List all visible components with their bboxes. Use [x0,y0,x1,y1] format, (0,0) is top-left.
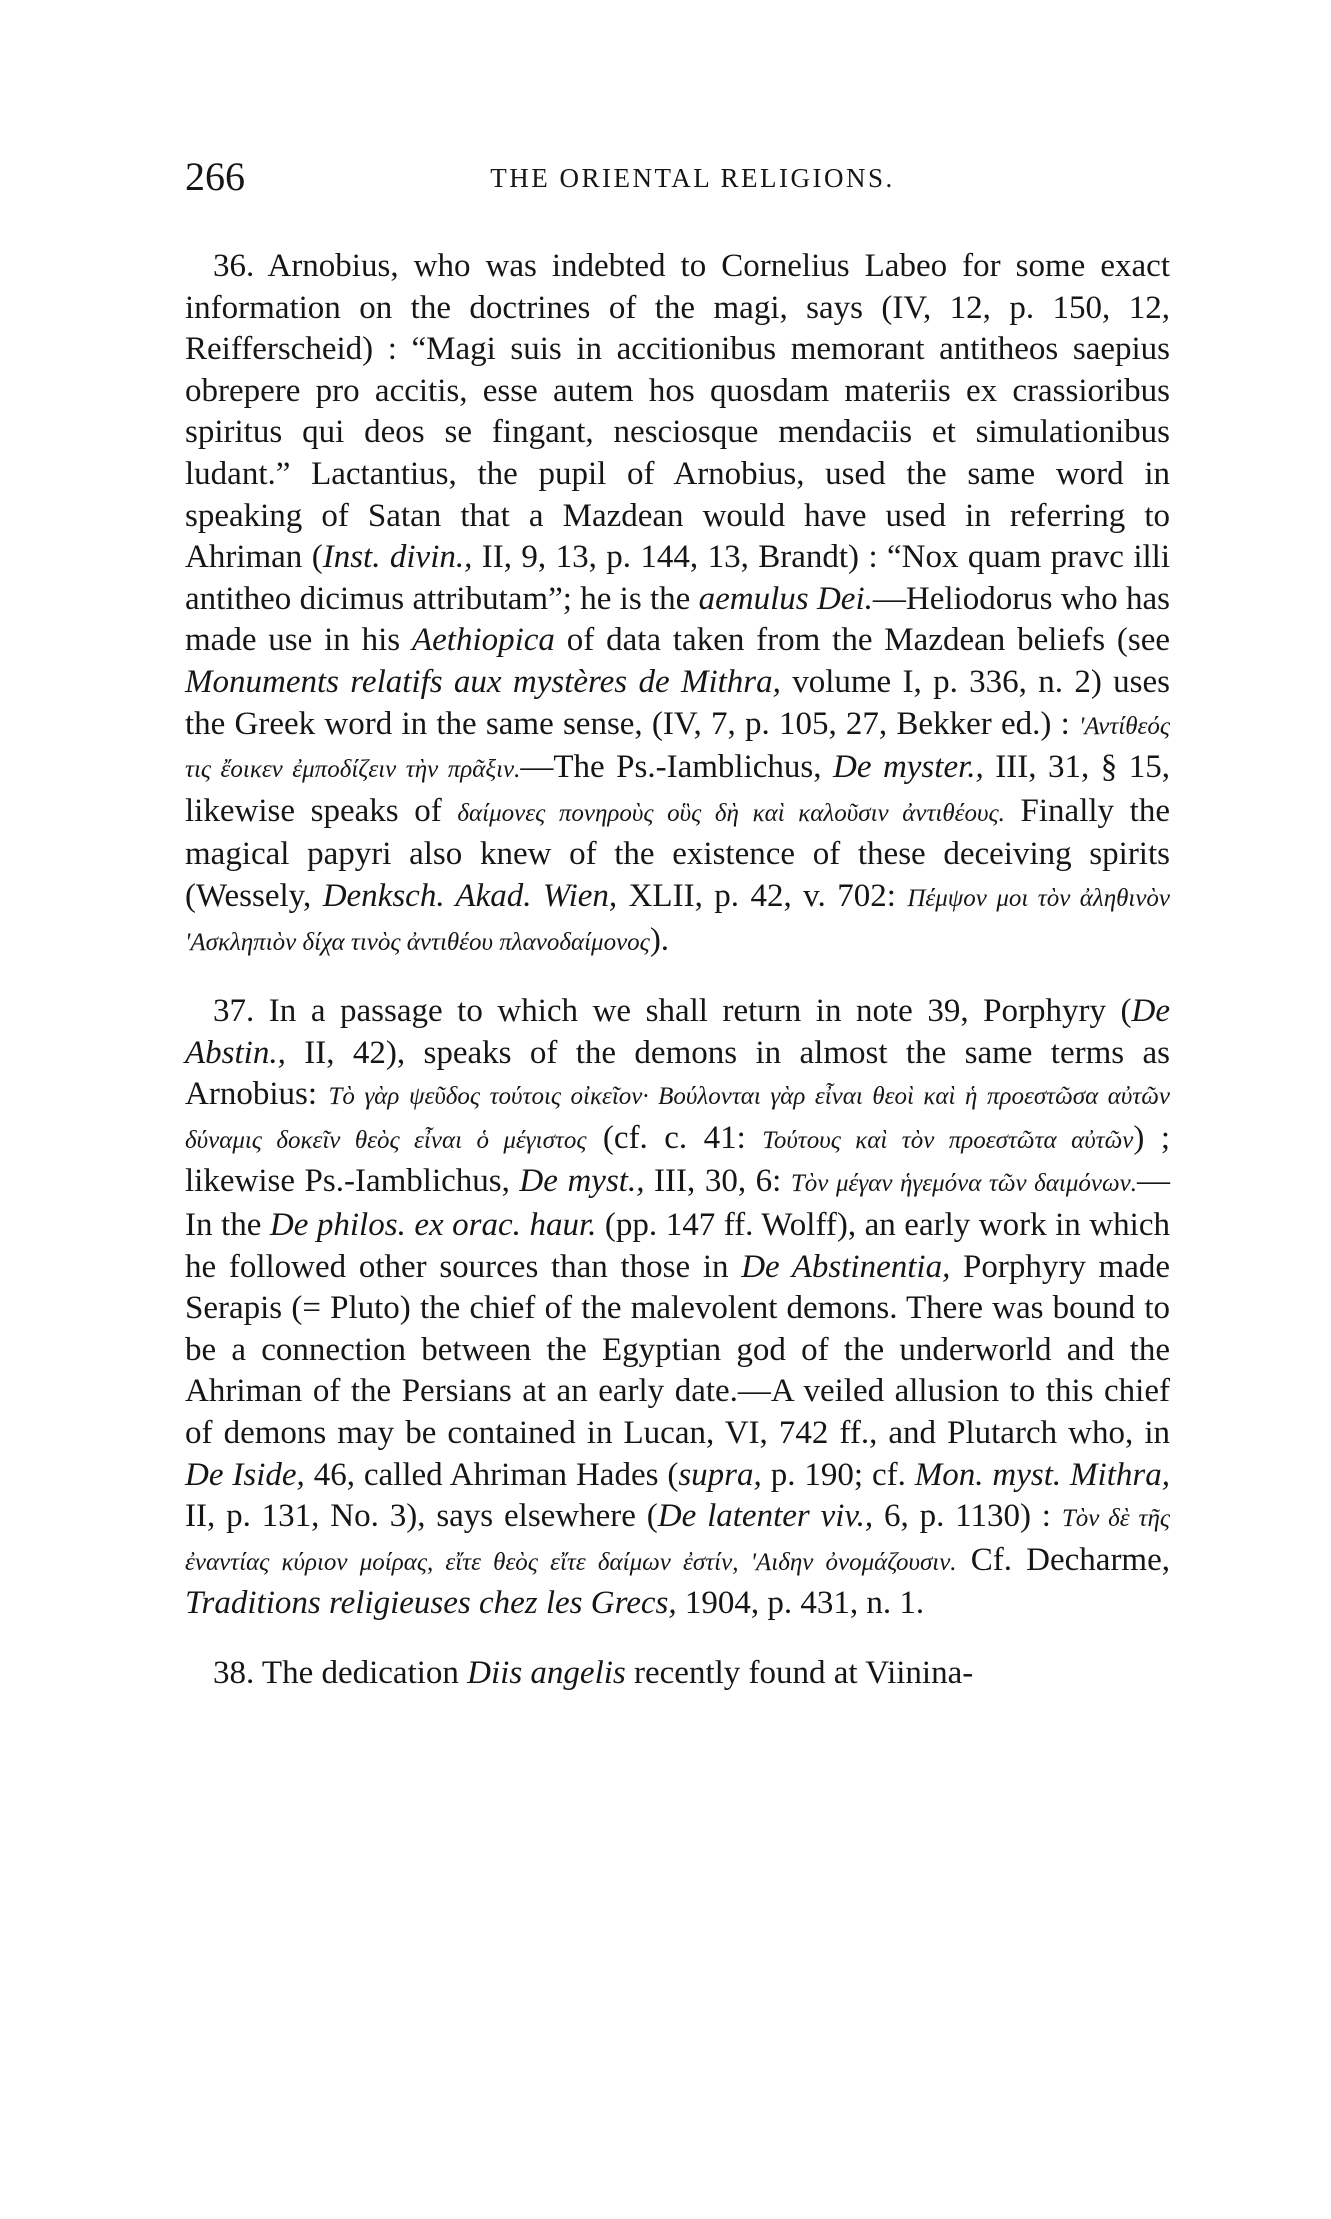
note-text: In a passage to which we shall return in note 39, Porphyry ( [268,993,1132,1030]
greek-quotation: Πέμψον μοι τὸν ἀληθινὸν 'Ασκληπιὸν δίχα τινὸς ἀντιθέου πλανοδαίμονος [185,884,1171,956]
note-text: III, 31, § 15, likewise speaks of [185,749,1170,829]
note-text: II, 42), speaks of the demons in almost the same terms as Arnobius: [185,1034,1170,1113]
greek-quotation: 'Αντίθεός τις ἔοικεν ἐμποδίζειν τὴν πρᾶξιν. [185,712,1170,784]
notes-body [185,246,1170,1723]
note-text: III, 30, 6: [644,1163,791,1200]
citation-title: Traditions religieuses chez les Grecs, [185,1585,677,1622]
page-number: 266 [185,154,245,199]
citation-title: Monuments relatifs aux mystères de Mithra, [185,663,781,700]
greek-quotation: Τὸ γὰρ ψεῦδος τούτοις οἰκεῖον· Βούλονται γὰρ εἶναι θεοὶ καὶ ἡ προεστῶσα αὐτῶν δύναμις δοκεῖν θεὸς εἶναι ὁ μέγιστος [185,1083,1171,1154]
citation-title: De myster., [832,749,984,786]
running-head [185,152,1170,202]
latin-phrase: aemulus Dei. [698,580,873,617]
note-text: 1904, p. 431, n. 1. [676,1585,925,1622]
note-text: ) ; likewise Ps.-Iamblichus, [185,1119,1170,1200]
citation-title: Denksch. Akad. Wien, [322,877,618,914]
note-number: 36. [213,248,255,284]
note-text: 6, p. 1130) : [873,1498,1062,1535]
note-text: —Heliodorus who has made use in his [185,580,1170,659]
note-text: of data taken from the Mazdean beliefs (see [554,622,1170,659]
citation-title: De Abstinentia, [741,1248,951,1285]
latin-phrase: Diis angelis [467,1655,626,1691]
note-text: volume I, p. 336, n. 2) uses the Greek word in the same sense, (IV, 7, p. 105, 27, Bekker ed.) : [185,663,1170,742]
latin-phrase: supra, [678,1456,762,1493]
greek-quotation: Τὸν δὲ τῆς ἐναντίας κύριον μοίρας, εἴτε θεὸς εἴτε δαίμων ἐστίν, 'Αιδην ὀνομάζουσιν. [185,1505,1170,1576]
note-text: Cf. Decharme, [956,1541,1170,1578]
note-text: —The Ps.-Iamblichus, [520,749,833,786]
note-number: 37. [213,993,255,1030]
note-text: ). [649,921,670,958]
note-text: XLII, p. 42, v. 702: [617,877,908,914]
note-text: The dedication [261,1655,468,1691]
note-text: Arnobius, who was indebted to Cornelius Labeo for some exact information on the doctrines of the magi, says (IV, 12, p. 150, 12, Reifferscheid) : “Magi suis in accitionibus memorant antitheos saepius obrepere pro accitis, esse autem hos quosdam materiis ex crassioribus spiritus qui deos se fingant, nesciosque mendaciis et simulationibus ludant.” Lactantius, the pupil of Arnobius, used the same word in speaking of Satan that a Mazdean would have used in referring to Ahriman ( [185,248,1170,576]
note-text: 46, called Ahriman Hades ( [304,1456,679,1493]
note-text: (cf. c. 41: [586,1119,763,1156]
note-text: II, 9, 13, p. 144, 13, Brandt) : “Nox quam pravc illi antitheo dicimus attributam”; he is the [185,539,1171,617]
note-36 [185,246,1170,963]
note-text: Porphyry made Serapis (= Pluto) the chief of the malevolent demons. There was bound to be a connection between the Egyptian god of the underworld and the Ahriman of the Persians at an early date.—A veiled allusion to this chief of demons may be contained in Lucan, VI, 742 ff., and Plutarch who, in [185,1248,1170,1452]
citation-title: Inst. divin., [322,539,473,576]
note-text: II, p. 131, No. 3), says elsewhere ( [185,1498,658,1535]
citation-title: De Abstin., [185,993,1171,1071]
note-37 [185,991,1170,1625]
running-title: THE ORIENTAL RELIGIONS. [490,163,895,193]
greek-quotation: Τὸν μέγαν ἡγεμόνα τῶν δαιμόνων. [790,1170,1138,1198]
note-text: (pp. 147 ff. Wolff), an early work in which he followed other sources than those in [185,1207,1170,1285]
citation-title: Aethiopica [411,622,555,659]
note-text: p. 190; cf. [761,1456,915,1493]
greek-quotation: δαίμονες πονηροὺς οὓς δὴ καὶ καλοῦσιν ἀντιθέους. [457,799,1005,827]
note-text: recently found at Viinina- [625,1655,974,1691]
note-text: Finally the magical papyri also knew of the existence of these deceiving spirits (Wessely, [185,792,1170,914]
note-38-paragraph [185,1653,1170,1695]
citation-title: De myst., [519,1163,645,1200]
citation-title: De Iside, [185,1456,305,1493]
note-36-paragraph [185,246,1170,963]
citation-title: De latenter viv., [657,1498,874,1535]
note-number: 38. [213,1655,255,1691]
note-text: —In the [185,1163,1171,1244]
citation-title: De philos. ex orac. haur. [269,1207,597,1244]
note-37-paragraph [185,991,1170,1625]
greek-quotation: Τούτους καὶ τὸν προεστῶτα αὐτῶν [762,1126,1134,1154]
citation-title: Mon. myst. Mithra, [914,1456,1170,1493]
note-38 [185,1653,1170,1695]
